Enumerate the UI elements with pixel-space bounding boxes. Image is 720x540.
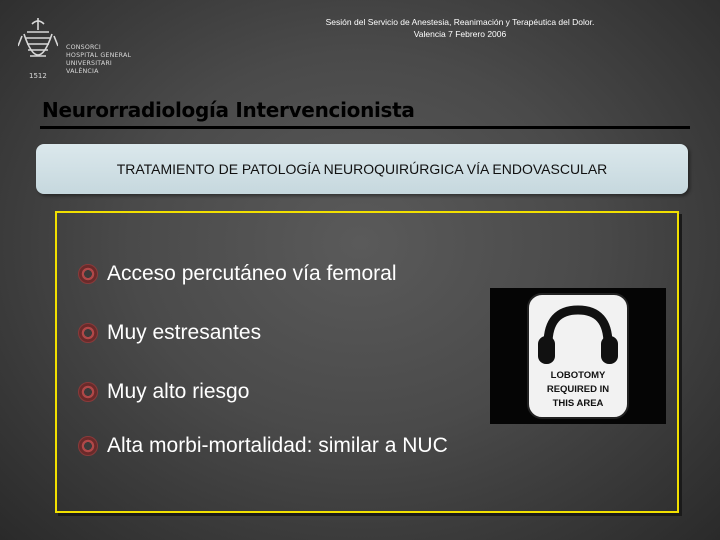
sign-line: REQUIRED IN: [546, 384, 610, 395]
logo-year: 1512: [29, 72, 47, 80]
logo-line: VALÈNCIA: [66, 68, 99, 75]
title-underline: [40, 126, 690, 129]
bullet-marker-icon: [78, 436, 98, 456]
bullet-marker-icon: [78, 323, 98, 343]
bullet-text: Muy alto riesgo: [107, 380, 250, 403]
logo-text: [66, 44, 131, 76]
logo-line: CONSORCI: [66, 44, 101, 51]
topic-banner-text: TRATAMIENTO DE PATOLOGÍA NEUROQUIRÚRGICA VÍA ENDOVASCULAR: [116, 161, 608, 177]
bullet-text: Acceso percutáneo vía femoral: [107, 262, 397, 285]
bullet-marker-icon: [78, 264, 98, 284]
bullet-item: [78, 434, 448, 458]
bullet-item: [78, 262, 397, 286]
bullet-item: [78, 321, 261, 345]
bullet-text: Alta morbi-mortalidad: similar a NUC: [107, 434, 448, 457]
session-header: [200, 16, 720, 40]
session-header-line2: Valencia 7 Febrero 2006: [413, 29, 507, 39]
bullet-item: [78, 380, 249, 404]
bullet-marker-icon: [78, 382, 98, 402]
logo-line: HOSPITAL GENERAL: [66, 52, 132, 59]
topic-banner: [36, 144, 688, 194]
lobotomy-sign: [490, 288, 666, 424]
sign-line: THIS AREA: [552, 398, 604, 409]
lobotomy-sign-image: [490, 288, 666, 424]
slide-title: Neurorradiología Intervencionista: [42, 98, 415, 122]
session-header-line1: Sesión del Servicio de Anestesia, Reanimación y Terapéutica del Dolor.: [325, 17, 595, 27]
bullet-text: Muy estresantes: [107, 321, 262, 344]
hospital-logo: [18, 16, 148, 82]
crest-icon: [18, 16, 58, 82]
logo-line: UNIVERSITARI: [66, 60, 112, 67]
sign-line: LOBOTOMY: [550, 370, 606, 381]
